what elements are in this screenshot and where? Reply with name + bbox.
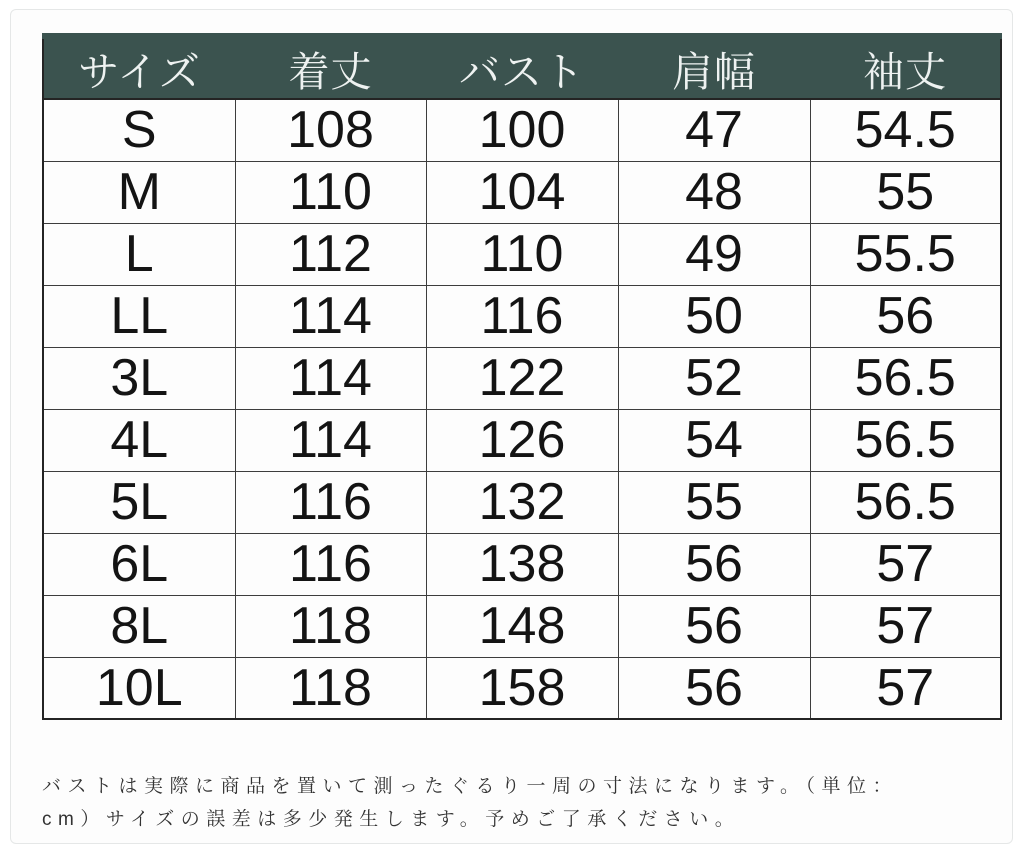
cell-length: 116 <box>235 533 426 595</box>
cell-shoulder: 48 <box>618 161 810 223</box>
cell-sleeve: 57 <box>810 533 1001 595</box>
column-header-sleeve: 袖丈 <box>810 36 1001 99</box>
cell-bust: 126 <box>426 409 618 471</box>
cell-length: 118 <box>235 595 426 657</box>
cell-shoulder: 54 <box>618 409 810 471</box>
cell-length: 108 <box>235 99 426 161</box>
cell-sleeve: 55.5 <box>810 223 1001 285</box>
cell-bust: 158 <box>426 657 618 719</box>
cell-size: 8L <box>43 595 235 657</box>
cell-bust: 100 <box>426 99 618 161</box>
cell-shoulder: 47 <box>618 99 810 161</box>
cell-size: S <box>43 99 235 161</box>
cell-length: 114 <box>235 409 426 471</box>
column-header-length: 着丈 <box>235 36 426 99</box>
cell-bust: 148 <box>426 595 618 657</box>
cell-size: 10L <box>43 657 235 719</box>
size-chart-table <box>42 33 1002 720</box>
table-row <box>43 99 1001 161</box>
cell-size: L <box>43 223 235 285</box>
column-header-bust: バスト <box>426 36 618 99</box>
cell-size: 3L <box>43 347 235 409</box>
cell-shoulder: 50 <box>618 285 810 347</box>
cell-size: 4L <box>43 409 235 471</box>
cell-shoulder: 56 <box>618 595 810 657</box>
table-row <box>43 347 1001 409</box>
table-row <box>43 471 1001 533</box>
cell-sleeve: 54.5 <box>810 99 1001 161</box>
header-row <box>43 36 1001 99</box>
cell-shoulder: 56 <box>618 533 810 595</box>
cell-length: 110 <box>235 161 426 223</box>
cell-sleeve: 57 <box>810 595 1001 657</box>
table-row <box>43 223 1001 285</box>
cell-size: 5L <box>43 471 235 533</box>
cell-length: 112 <box>235 223 426 285</box>
cell-bust: 122 <box>426 347 618 409</box>
table-row <box>43 285 1001 347</box>
cell-bust: 110 <box>426 223 618 285</box>
cell-shoulder: 52 <box>618 347 810 409</box>
cell-bust: 104 <box>426 161 618 223</box>
cell-sleeve: 56.5 <box>810 471 1001 533</box>
cell-sleeve: 56.5 <box>810 347 1001 409</box>
cell-length: 114 <box>235 285 426 347</box>
table-row <box>43 409 1001 471</box>
table-row <box>43 161 1001 223</box>
cell-bust: 138 <box>426 533 618 595</box>
size-note <box>42 770 998 836</box>
table-row <box>43 595 1001 657</box>
column-header-shoulder: 肩幅 <box>618 36 810 99</box>
cell-sleeve: 57 <box>810 657 1001 719</box>
size-note-line2: cm）サイズの誤差は多少発生します。予めご了承ください。 <box>42 809 741 830</box>
cell-shoulder: 49 <box>618 223 810 285</box>
cell-size: LL <box>43 285 235 347</box>
column-header-size: サイズ <box>43 36 235 99</box>
cell-bust: 116 <box>426 285 618 347</box>
cell-length: 116 <box>235 471 426 533</box>
cell-bust: 132 <box>426 471 618 533</box>
size-note-line1: バストは実際に商品を置いて測ったぐるり一周の寸法になります。（単位： <box>42 776 898 797</box>
cell-shoulder: 55 <box>618 471 810 533</box>
table-row <box>43 533 1001 595</box>
table-row <box>43 657 1001 719</box>
cell-sleeve: 56.5 <box>810 409 1001 471</box>
cell-size: 6L <box>43 533 235 595</box>
cell-sleeve: 55 <box>810 161 1001 223</box>
cell-length: 114 <box>235 347 426 409</box>
cell-shoulder: 56 <box>618 657 810 719</box>
cell-length: 118 <box>235 657 426 719</box>
cell-sleeve: 56 <box>810 285 1001 347</box>
cell-size: M <box>43 161 235 223</box>
